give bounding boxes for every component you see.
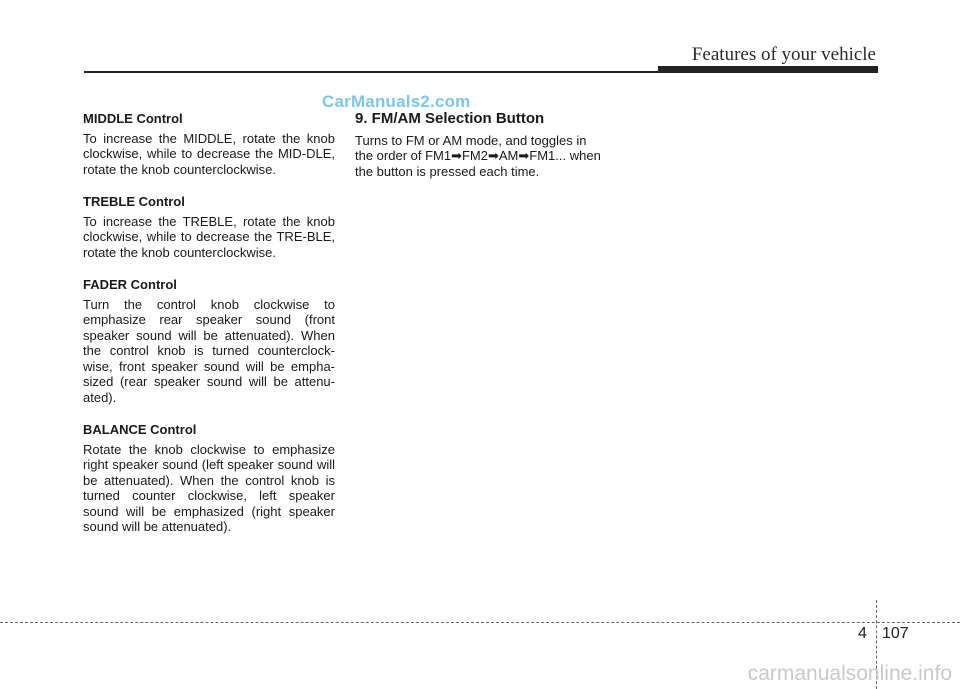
- watermark-top: CarManuals2.com: [322, 92, 471, 111]
- section-title: BALANCE Control: [83, 422, 197, 437]
- page-number: 107: [882, 625, 909, 642]
- section-body: To increase the MIDDLE, rotate the knob clockwise, while to decrease the MID-DLE, rotate the knob counterclockwise.: [83, 130, 335, 177]
- left-column: [83, 111, 335, 552]
- section-title: FADER Control: [83, 277, 177, 292]
- section-title-fm-am: 9. FM/AM Selection Button: [355, 110, 545, 127]
- section-fader-control: [83, 277, 335, 405]
- page-header-title: Features of your vehicle: [691, 44, 876, 65]
- section-balance-control: [83, 422, 335, 535]
- section-body: To increase the TREBLE, rotate the knob clockwise, while to decrease the TRE-BLE, rotate the knob counterclockwise.: [83, 213, 335, 260]
- right-column: [355, 111, 607, 179]
- section-body-fm-am: Turns to FM or AM mode, and toggles in the order of FM1➡FM2➡AM➡FM1... when the button is pressed each time.: [355, 132, 601, 179]
- section-middle-control: [83, 111, 335, 177]
- section-treble-control: [83, 194, 335, 260]
- header-rule-accent: [658, 66, 878, 72]
- section-body: Turn the control knob clockwise to emphasize rear speaker sound (front speaker sound will be attenuated). When the control knob is turned counterclock-wise, front speaker sound will be empha-sized (rear speaker sound will be attenu-ated).: [83, 296, 335, 405]
- section-title: TREBLE Control: [83, 194, 185, 209]
- chapter-number: 4: [858, 625, 867, 642]
- section-body: Rotate the knob clockwise to emphasize right speaker sound (left speaker sound will be attenuated). When the control knob is turned counter clockwise, left speaker sound will be emphasized (right speaker sound will be attenuated).: [83, 441, 335, 534]
- footer-dashed-rule: [0, 622, 960, 623]
- section-title: MIDDLE Control: [83, 111, 183, 126]
- watermark-bottom: carmanualsonline.info: [747, 662, 952, 685]
